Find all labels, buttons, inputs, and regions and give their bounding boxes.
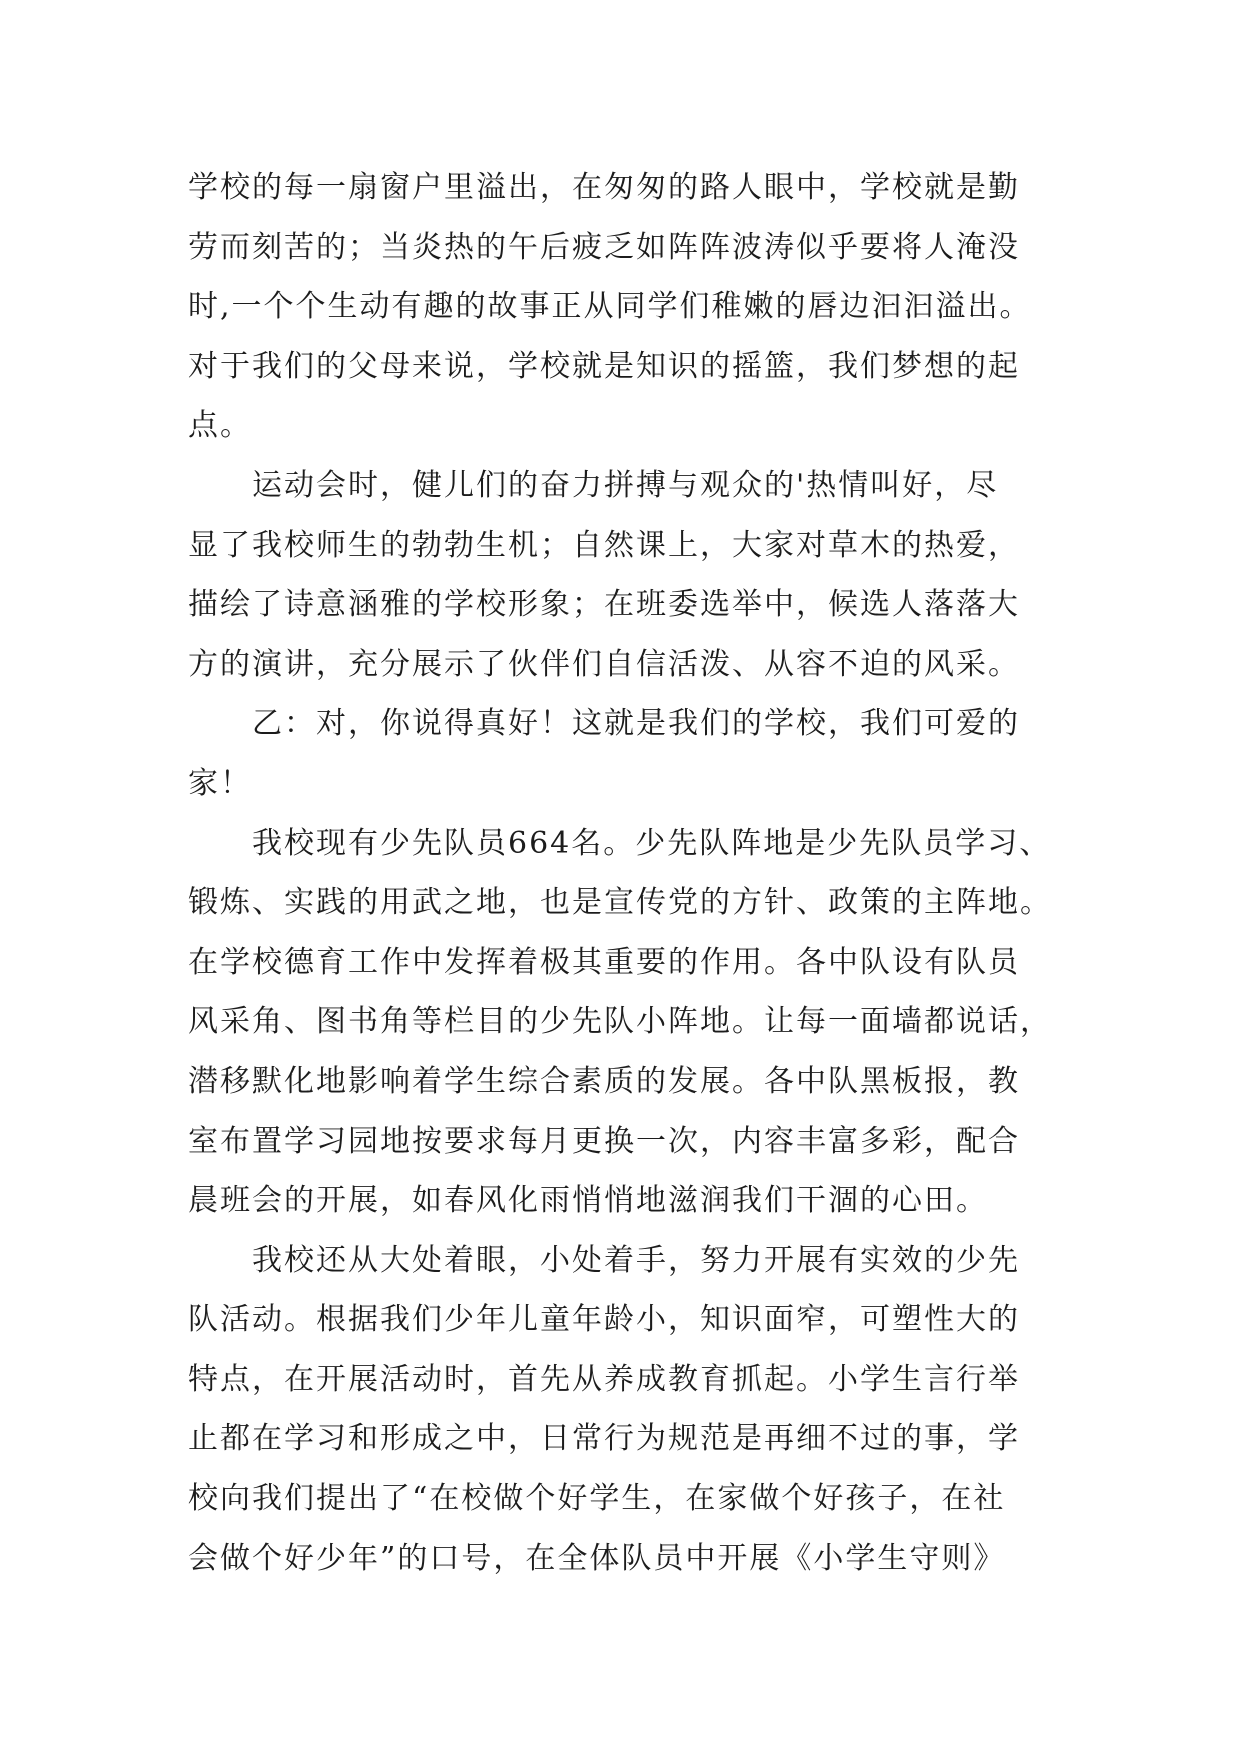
text-line: 运动会时，健儿们的奋力拼搏与观众的'热情叫好，尽 (188, 467, 999, 503)
text-line: 队活动。根据我们少年儿童年龄小，知识面窄，可塑性大的 (188, 1302, 1020, 1338)
text-line: 特点，在开展活动时，首先从养成教育抓起。小学生言行举 (188, 1361, 1020, 1397)
text-line: 对于我们的父母来说，学校就是知识的摇篮，我们梦想的起 (188, 348, 1020, 384)
text-line: 晨班会的开展，如春风化雨悄悄地滋润我们干涸的心田。 (188, 1183, 988, 1219)
text-line: 方的演讲，充分展示了伙伴们自信活泼、从容不迫的风采。 (188, 646, 1020, 682)
text-line: 乙：对，你说得真好！这就是我们的学校，我们可爱的 (188, 706, 1020, 742)
text-line: 校向我们提出了“在校做个好学生，在家做个好孩子，在社 (188, 1481, 1006, 1517)
text-line: 潜移默化地影响着学生综合素质的发展。各中队黑板报，教 (188, 1063, 1020, 1099)
text-line: 风采角、图书角等栏目的少先队小阵地。让每一面墙都说话， (188, 1004, 1052, 1040)
text-line: 会做个好少年”的口号，在全体队员中开展《小学生守则》 (188, 1540, 1006, 1576)
text-line: 劳而刻苦的；当炎热的午后疲乏如阵阵波涛似乎要将人淹没 (188, 229, 1020, 265)
text-line: 在学校德育工作中发挥着极其重要的作用。各中队设有队员 (188, 944, 1020, 980)
text-line: 我校还从大处着眼，小处着手，努力开展有实效的少先 (188, 1242, 1020, 1278)
text-line: 家！ (188, 765, 252, 801)
text-line: 锻炼、实践的用武之地，也是宣传党的方针、政策的主阵地。 (188, 885, 1052, 921)
text-line: 我校现有少先队员664名。少先队阵地是少先队员学习、 (188, 825, 1052, 861)
text-line: 点。 (188, 408, 252, 444)
text-line: 时,一个个生动有趣的故事正从同学们稚嫩的唇边汩汩溢出。 (188, 289, 1032, 325)
text-line: 室布置学习园地按要求每月更换一次，内容丰富多彩，配合 (188, 1123, 1020, 1159)
text-line: 学校的每一扇窗户里溢出，在匆匆的路人眼中，学校就是勤 (188, 170, 1020, 205)
body-text (188, 158, 1088, 1588)
text-line: 止都在学习和形成之中，日常行为规范是再细不过的事，学 (188, 1421, 1020, 1457)
text-line: 描绘了诗意涵雅的学校形象；在班委选举中，候选人落落大 (188, 587, 1020, 623)
text-line: 显了我校师生的勃勃生机；自然课上，大家对草木的热爱， (188, 527, 1020, 563)
